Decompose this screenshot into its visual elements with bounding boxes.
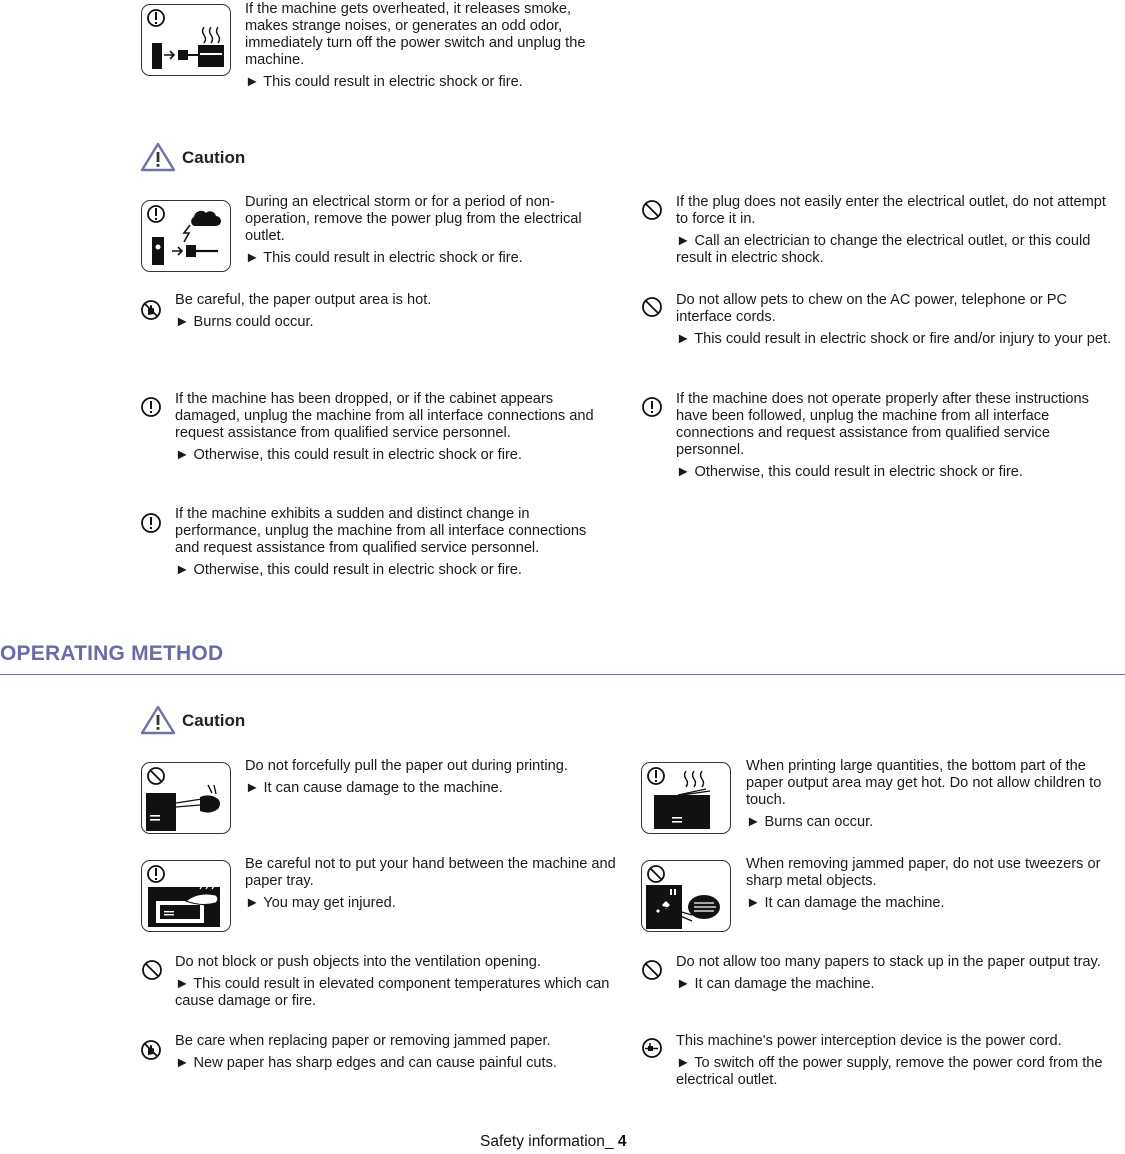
item-statement: If the machine does not operate properly after these instructions have been followed, unplug the machine from all interface connections and request assistance from qualified service personnel. — [676, 391, 1089, 458]
item-statement: If the plug does not easily enter the electrical outlet, do not attempt to force it in. — [676, 194, 1106, 227]
caution-label: Caution — [182, 147, 246, 167]
overheat-unplug-illustration — [141, 4, 231, 76]
caution2-item-3 — [245, 856, 617, 912]
item-consequence: ► It can cause damage to the machine. — [245, 780, 503, 796]
caution2-item-1 — [245, 758, 617, 797]
caution-heading-1 — [140, 142, 245, 172]
item-consequence: ► Otherwise, this could result in electric shock or fire. — [676, 464, 1023, 480]
no-touch-icon — [140, 299, 162, 321]
page-number: 4 — [617, 1133, 627, 1150]
item-statement: If the machine exhibits a sudden and distinct change in performance, unplug the machine from all interface connections and request assistance from qualified service personnel. — [175, 506, 587, 556]
exclamation-circle-icon — [140, 396, 162, 418]
prohibited-icon — [641, 296, 663, 318]
warning-triangle-icon — [140, 705, 176, 735]
item-statement: Do not block or push objects into the ventilation opening. — [175, 954, 541, 970]
storm-unplug-illustration — [141, 200, 231, 272]
hand-tray-illustration — [141, 860, 231, 932]
caution-label: Caution — [182, 710, 246, 730]
item-consequence: ► You may get injured. — [245, 895, 396, 911]
item-consequence: ► Burns can occur. — [746, 814, 874, 830]
item-consequence: ► To switch off the power supply, remove the power cord from the electrical outlet. — [676, 1055, 1103, 1088]
item-statement: Be care when replacing paper or removing jammed paper. — [175, 1033, 551, 1049]
caution1-item-6 — [676, 391, 1106, 481]
warning-statement: If the machine gets overheated, it releases smoke, makes strange noises, or generates an odd odor, immediately turn off the power switch and unplug the machine. — [245, 1, 586, 68]
item-statement: This machine's power interception device is the power cord. — [676, 1033, 1062, 1049]
item-consequence: ► This could result in electric shock or fire and/or injury to your pet. — [676, 331, 1112, 347]
item-consequence: ► Otherwise, this could result in electric shock or fire. — [175, 447, 522, 463]
item-statement: If the machine has been dropped, or if the cabinet appears damaged, unplug the machine from all interface connections and request assistance from qualified service personnel. — [175, 391, 594, 441]
exclamation-circle-icon — [140, 512, 162, 534]
caution1-item-4 — [676, 292, 1116, 348]
caution1-item-1 — [245, 194, 585, 267]
no-touch-icon — [140, 1039, 162, 1061]
item-statement: During an electrical storm or for a period of non-operation, remove the power plug from the electrical outlet. — [245, 194, 582, 244]
item-statement: When printing large quantities, the bottom part of the paper output area may get hot. Do not allow children to touch. — [746, 758, 1102, 808]
item-consequence: ► This could result in electric shock or fire. — [245, 250, 523, 266]
caution1-item-2 — [676, 194, 1106, 267]
item-statement: Do not allow too many papers to stack up in the paper output tray. — [676, 954, 1101, 970]
caution2-item-4 — [746, 856, 1116, 912]
exclamation-circle-icon — [641, 396, 663, 418]
warning-triangle-icon — [140, 142, 176, 172]
section-divider — [0, 674, 1125, 675]
prohibited-icon — [641, 199, 663, 221]
prohibited-icon — [641, 959, 663, 981]
pull-paper-illustration — [141, 762, 231, 834]
item-consequence: ► Call an electrician to change the electrical outlet, or this could result in electric shock. — [676, 233, 1091, 266]
section-title: OPERATING METHOD — [0, 642, 224, 665]
item-statement: Do not forcefully pull the paper out during printing. — [245, 758, 568, 774]
item-statement: Do not allow pets to chew on the AC power, telephone or PC interface cords. — [676, 292, 1068, 325]
caution1-item-3 — [175, 292, 605, 331]
unplug-icon — [641, 1037, 663, 1059]
caution2-item-6 — [676, 954, 1106, 993]
caution-heading-2 — [140, 705, 245, 735]
caution2-item-7 — [175, 1033, 605, 1072]
overheat-warning-text — [245, 1, 617, 91]
caution2-item-2 — [746, 758, 1116, 831]
item-statement: Be careful, the paper output area is hot. — [175, 292, 432, 308]
item-consequence: ► Burns could occur. — [175, 314, 314, 330]
page-footer — [480, 1133, 626, 1150]
caution1-item-5 — [175, 391, 605, 464]
item-statement: When removing jammed paper, do not use tweezers or sharp metal objects. — [746, 856, 1101, 889]
hot-output-illustration — [641, 762, 731, 834]
footer-label: Safety information_ — [480, 1133, 614, 1150]
caution1-item-7 — [175, 506, 590, 579]
item-consequence: ► It can damage the machine. — [746, 895, 945, 911]
item-consequence: ► This could result in elevated component temperatures which can cause damage or fire. — [175, 976, 610, 1009]
item-consequence: ► New paper has sharp edges and can cause painful cuts. — [175, 1055, 557, 1071]
prohibited-icon — [141, 959, 163, 981]
caution2-item-5 — [175, 954, 620, 1010]
caution2-item-8 — [676, 1033, 1116, 1089]
warning-consequence: ► This could result in electric shock or fire. — [245, 74, 523, 90]
no-tweezers-illustration — [641, 860, 731, 932]
item-consequence: ► Otherwise, this could result in electric shock or fire. — [175, 562, 522, 578]
item-statement: Be careful not to put your hand between the machine and paper tray. — [245, 856, 616, 889]
item-consequence: ► It can damage the machine. — [676, 976, 875, 992]
